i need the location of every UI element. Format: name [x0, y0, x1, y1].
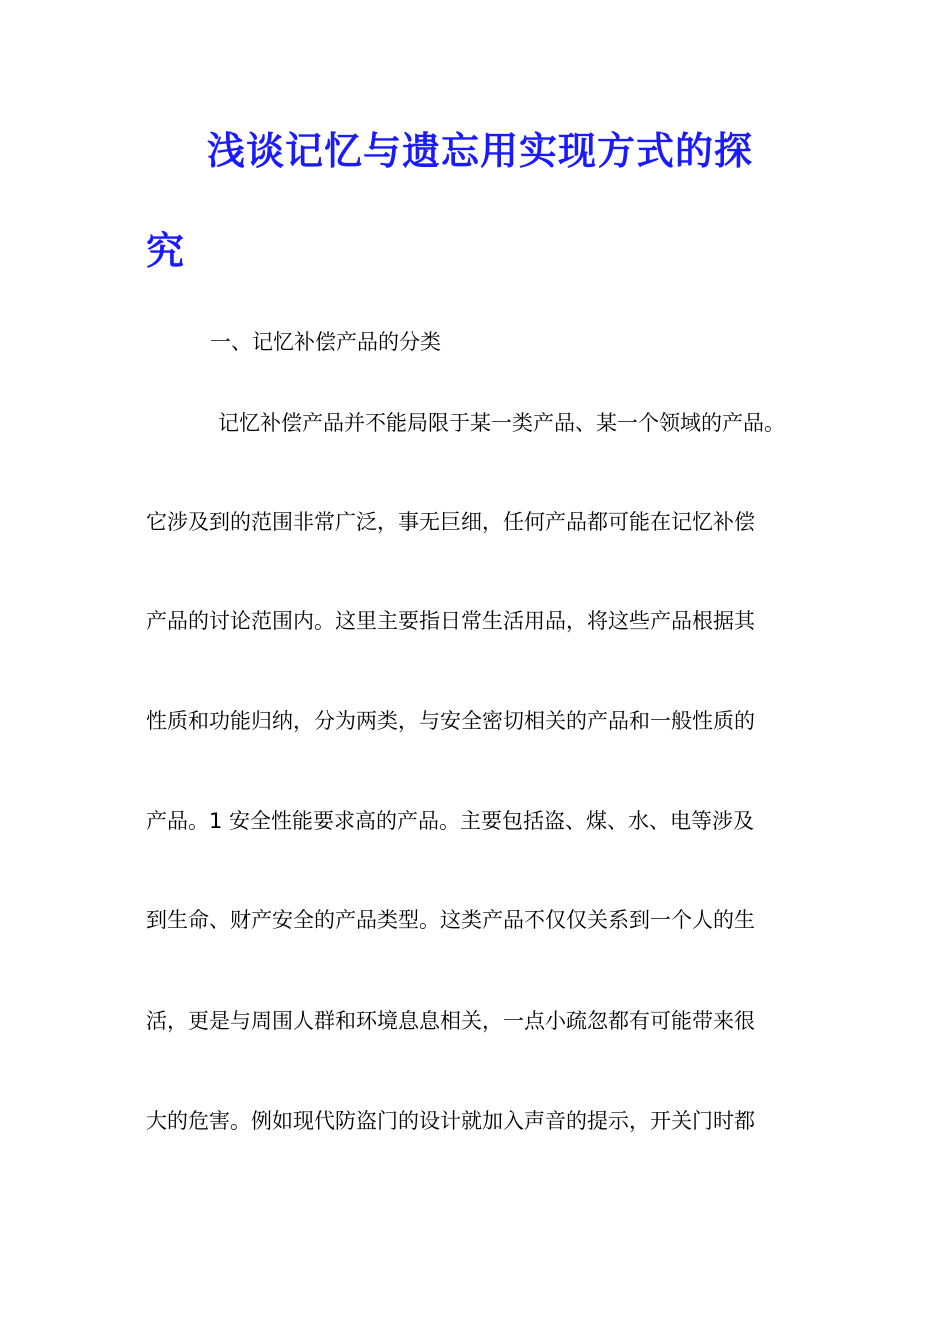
- body-line: 产品。1 安全性能要求高的产品。主要包括盗、煤、水、电等涉及: [146, 809, 755, 833]
- body-line: 产品的讨论范围内。这里主要指日常生活用品，将这些产品根据其: [146, 609, 755, 633]
- body-line: 大的危害。例如现代防盗门的设计就加入声音的提示，开关门时都: [146, 1109, 755, 1133]
- body-line: 它涉及到的范围非常广泛，事无巨细，任何产品都可能在记忆补偿: [146, 510, 755, 534]
- body-line: 性质和功能归纳，分为两类，与安全密切相关的产品和一般性质的: [146, 709, 755, 733]
- body-line: 到生命、财产安全的产品类型。这类产品不仅仅关系到一个人的生: [146, 908, 755, 932]
- body-line: 活，更是与周围人群和环境息息相关，一点小疏忽都有可能带来很: [146, 1009, 755, 1033]
- document-title-line-2: 究: [146, 229, 186, 273]
- body-line: 记忆补偿产品并不能局限于某一类产品、某一个领域的产品。: [218, 411, 785, 435]
- document-title-line-1: 浅谈记忆与遗忘用实现方式的探: [207, 129, 754, 173]
- section-heading: 一、记忆补偿产品的分类: [210, 330, 441, 354]
